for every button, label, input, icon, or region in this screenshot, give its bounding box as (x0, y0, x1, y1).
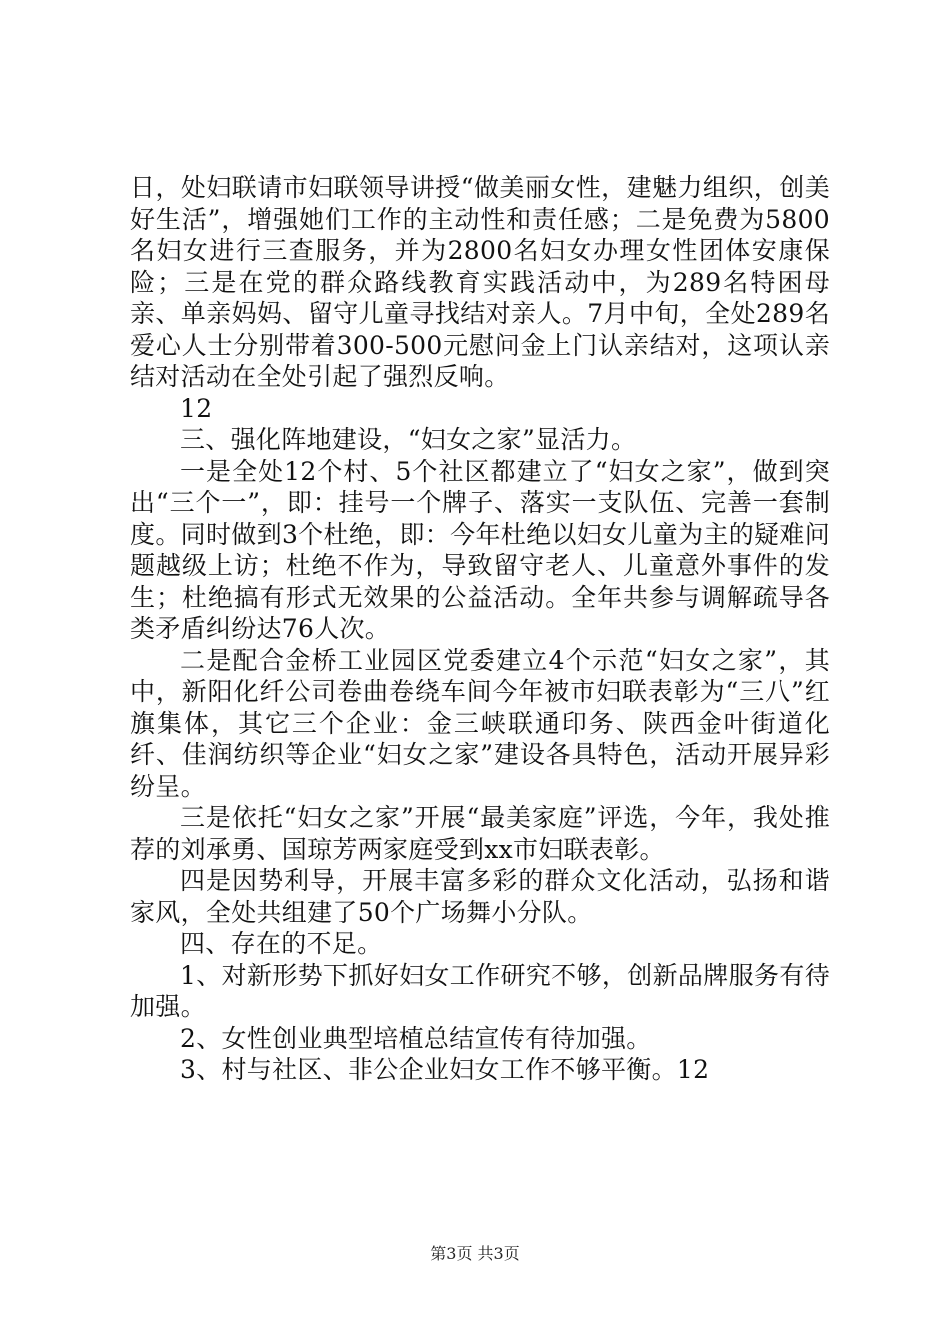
paragraph-item-3: 三是依托“妇女之家”开展“最美家庭”评选，今年，我处推荐的刘承勇、国琼芳两家庭受到xx市妇联表彰。 (130, 803, 830, 864)
paragraph-page-number-inline: 12 (180, 393, 213, 423)
paragraph-item-1: 一是全处12个村、5个社区都建立了“妇女之家”，做到突出“三个一”，即：挂号一个牌子、落实一支队伍、完善一套制度。同时做到3个杜绝，即：今年杜绝以妇女儿童为主的疑难问题越级上访；杜绝不作为，导致留守老人、儿童意外事件的发生；杜绝搞有形式无效果的公益活动。全年共参与调解疏导各类矛盾纠纷达76人次。 (130, 456, 830, 643)
document-body (130, 172, 830, 1086)
deficiency-item-2: 2、女性创业典型培植总结宣传有待加强。 (180, 1023, 652, 1053)
paragraph-item-2: 二是配合金桥工业园区党委建立4个示范“妇女之家”，其中，新阳化纤公司卷曲卷绕车间今年被市妇联表彰为“三八”红旗集体，其它三个企业：金三峡联通印务、陕西金叶街道化纤、佳润纺织等企业“妇女之家”建设各具特色，活动开展异彩纷呈。 (130, 645, 830, 801)
paragraph-item-4: 四是因势利导，开展丰富多彩的群众文化活动，弘扬和谐家风，全处共组建了50个广场舞小分队。 (130, 866, 830, 927)
page-footer: 第3页 共3页 (430, 1244, 520, 1263)
deficiency-item-3: 3、村与社区、非公企业妇女工作不够平衡。12 (180, 1055, 710, 1084)
deficiency-item-1: 1、对新形势下抓好妇女工作研究不够，创新品牌服务有待加强。 (130, 960, 830, 1021)
section-heading-3: 三、强化阵地建设，“妇女之家”显活力。 (180, 425, 637, 454)
section-heading-4: 四、存在的不足。 (180, 929, 383, 958)
paragraph-continuation: 日，处妇联请市妇联领导讲授“做美丽女性，建魅力组织，创美好生活”，增强她们工作的主动性和责任感；二是免费为5800名妇女进行三查服务，并为2800名妇女办理女性团体安康保险；三是在党的群众路线教育实践活动中，为289名特困母亲、单亲妈妈、留守儿童寻找结对亲人。7月中旬，全处289名爱心人士分别带着300-500元慰问金上门认亲结对，这项认亲结对活动在全处引起了强烈反响。 (130, 173, 830, 391)
